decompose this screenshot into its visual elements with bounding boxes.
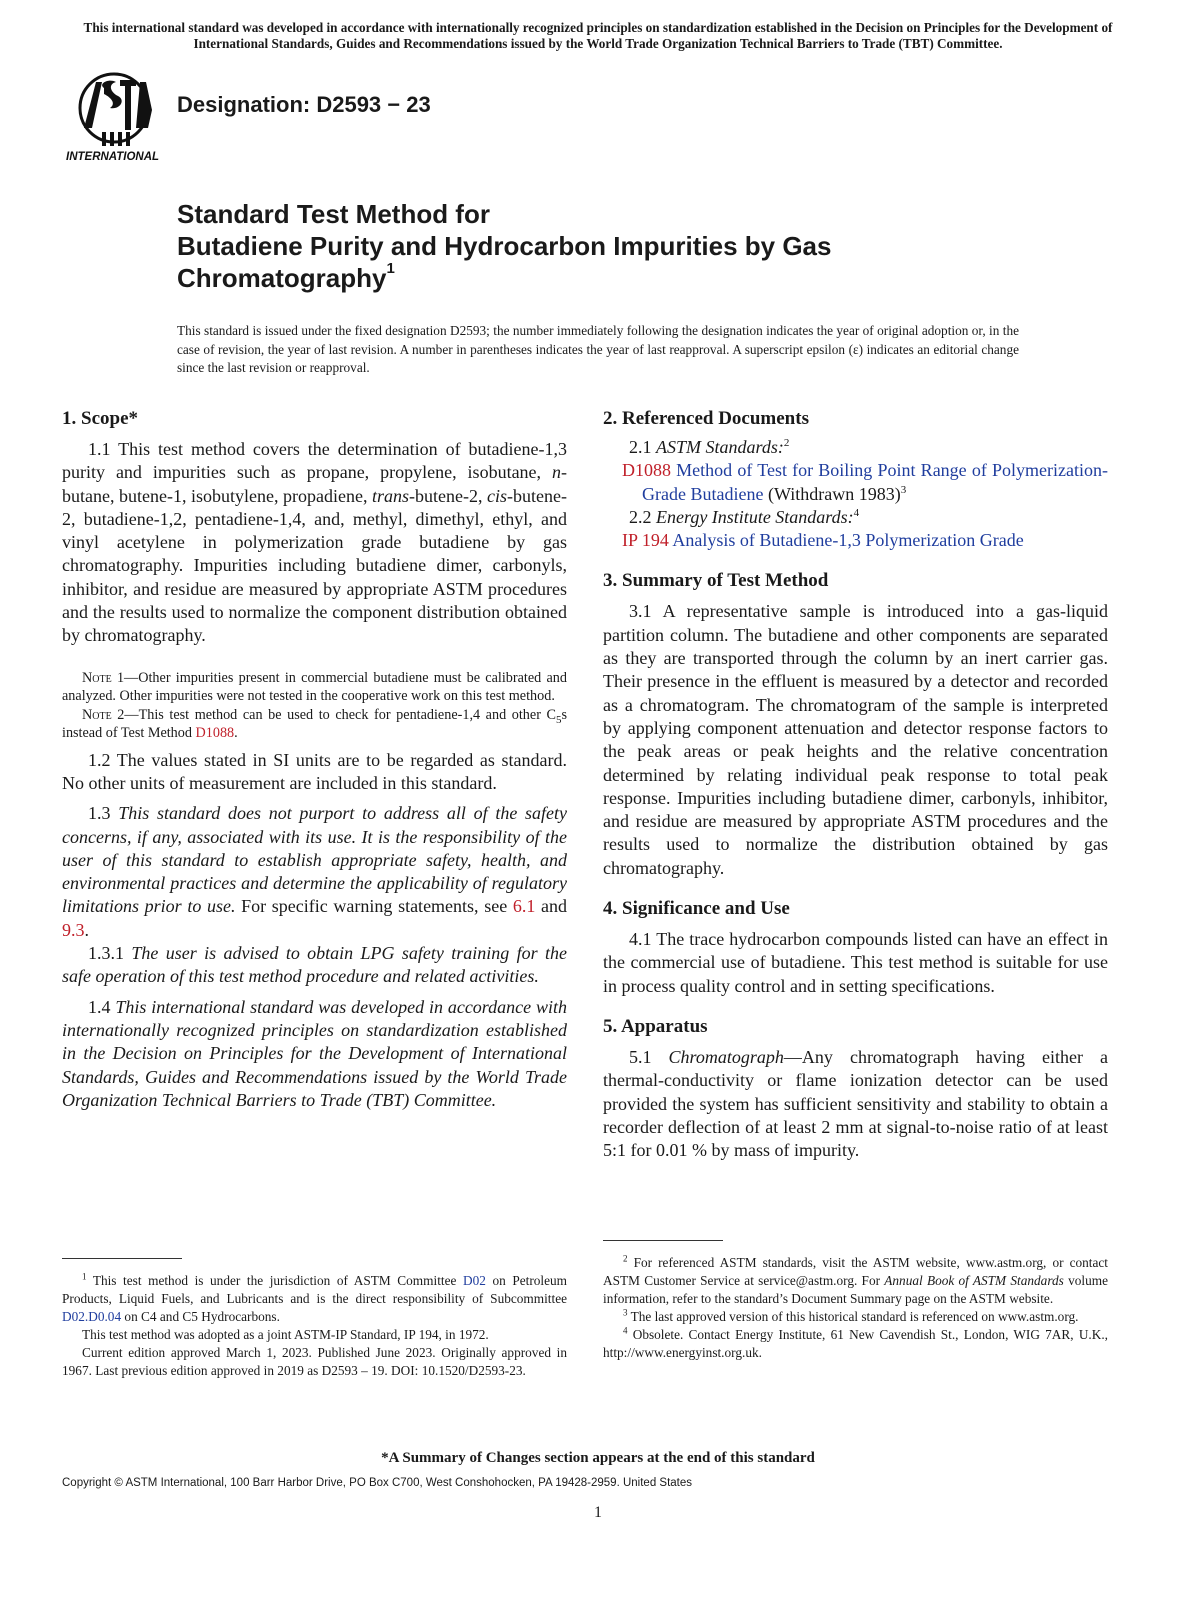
footnote-4: $^4$ Obsolete. Contact Energy Institute, 61 New Cavendish St., London, WIG 7AR, U.K., http://www.energyinst.org.uk.	[603, 1325, 1108, 1360]
title-footnote-mark[interactable]: 1	[386, 260, 395, 278]
link-d1088-title[interactable]: Method of Test for Boiling Point Range of Polymerization-Grade Butadiene	[642, 460, 1108, 504]
footnote-rule-left	[62, 1258, 182, 1259]
note-1: Note 1—Other impurities present in commercial butadiene must be calibrated and analyzed. Other impurities were not tested in the cooperative work on this test method.	[62, 669, 567, 705]
footnotes-left	[62, 1272, 567, 1380]
footnotes-right	[603, 1254, 1108, 1362]
header-notice: This international standard was developed in accordance with internationally recognized principles on standardization established in the Decision on Principles for the Development of International Standards, Guides and Recommendations issued by the World Trade Organization Technical Barriers to Trade (TBT) Committee.	[83, 20, 1113, 51]
summary-of-changes-note: *A Summary of Changes section appears at the end of this standard	[381, 1450, 815, 1466]
link-d02[interactable]: D02	[462, 1273, 486, 1288]
section-heading-significance: 4. Significance and Use	[603, 898, 790, 920]
title-line-1: Standard Test Method for	[177, 199, 490, 229]
link-9-3[interactable]: 9.3	[62, 919, 85, 940]
preamble: This standard is issued under the fixed designation D2593; the number immediately following the designation indicates the year of original adoption or, in the case of revision, the year of last revision. A number in parentheses indicates the year of last reapproval. A superscript epsilon (ε) indicates an editorial change since the last revision or reapproval.	[177, 323, 1019, 375]
astm-logo	[62, 70, 172, 166]
document-title	[177, 198, 1077, 294]
footnote-rule-right	[603, 1240, 723, 1241]
link-ip194-title[interactable]: Analysis of Butadiene-1,3 Polymerization Grade	[668, 530, 1024, 551]
note-2: Note 2—This test method can be used to check for pentadiene-1,4 and other $C_5s$ instead of Test Method D1088.	[62, 706, 568, 742]
footnote-1: $^1$ This test method is under the jurisdiction of ASTM Committee D02 on Petroleum Products, Liquid Fuels, and Lubricants and is the direct responsibility of Subcommittee D02.D0.04 on C4 and C5 Hydrocarbons.	[62, 1271, 567, 1324]
paragraph-1-1: 1.1 This test method covers the determination of butadiene-1,3 purity and impurities such as propane, propylene, isobutane, n-butane, butene-1, isobutylene, propadiene, trans-butene-2, cis-butene-2, butadiene-1,2, pentadiene-1,4, and, methyl, dimethyl, ethyl, and vinyl acetylene in polymerization grade butadiene by gas chromatography. Impurities including butadiene dimer, carbonyls, inhibitor, and residue are measured by appropriate ASTM procedures and the results used to normalize the component distribution obtained by chromatography.	[62, 439, 567, 646]
page-number: 1	[594, 1504, 602, 1521]
paragraph-5-1: 5.1 Chromatograph—Any chromatograph having either a thermal-conductivity or flame ionization detector can be used provided the system has sufficient sensitivity and stability to obtain a recorder deflection of at least 2 mm at signal-to-noise ratio of at least 5:1 for 0.01 % by mass of impurity.	[603, 1046, 1108, 1161]
paragraph-1-3: 1.3 This standard does not purport to address all of the safety concerns, if any, associated with its use. It is the responsibility of the user of this standard to establish appropriate safety, health, and environmental practices and determine the applicability of regulatory limitations prior to use. For specific warning statements, see 6.1 and 9.3.	[62, 803, 568, 940]
footnote-1-edition: Current edition approved March 1, 2023. Published June 2023. Originally approved in 1967. Last previous edition approved in 2019 as D2593 – 19. DOI: 10.1520/D2593-23.	[62, 1345, 567, 1378]
paragraph-3-1: 3.1 A representative sample is introduced into a gas-liquid partition column. The butadiene and other components are separated as they are transported through the column by an inert carrier gas. Their presence in the effluent is measured by a detector and recorded as a chromatogram. The chromatogram of the sample is interpreted by applying component attenuation and detector response factors to the peak areas or peak heights and the relative concentration determined by relating individual peak response to total peak response. Impurities including butadiene dimer, carbonyls, inhibitor, and residue are measured by appropriate ASTM procedures and the results used to normalize the distribution obtained by gas chromatography.	[603, 601, 1108, 878]
link-d1088[interactable]: D1088	[195, 725, 235, 742]
section-heading-apparatus: 5. Apparatus	[603, 1015, 708, 1037]
paragraph-1-3-1: 1.3.1 The user is advised to obtain LPG safety training for the safe operation of this test method procedure and related activities.	[62, 943, 567, 987]
right-column	[603, 407, 1108, 1162]
footnote-3: $^3$ The last approved version of this historical standard is referenced on www.astm.org.	[623, 1307, 1079, 1324]
link-d1088-ref[interactable]: D1088	[622, 460, 671, 481]
reference-d1088: D1088 Method of Test for Boiling Point Range of Polymerization-Grade Butadiene (Withdrawn 1983)$^3$	[622, 460, 1108, 504]
link-6-1[interactable]: 6.1	[512, 896, 536, 917]
section-heading-referenced: 2. Referenced Documents	[603, 408, 809, 429]
astm-logo-mark	[62, 70, 172, 166]
title-line-3: Chromatography$^1$	[177, 260, 395, 293]
link-ip194[interactable]: IP 194	[622, 530, 669, 551]
designation: Designation: D2593 − 23	[177, 92, 431, 117]
paragraph-1-4: 1.4 This international standard was developed in accordance with internationally recognized principles on standardization established in the Decision on Principles for the Development of International Standards, Guides and Recommendations issued by the World Trade Organization Technical Barriers to Trade (TBT) Committee.	[62, 996, 567, 1110]
footnote-1-adoption: This test method was adopted as a joint ASTM-IP Standard, IP 194, in 1972.	[82, 1327, 489, 1342]
reference-ip194	[603, 529, 1108, 552]
copyright: Copyright © ASTM International, 100 Barr Harbor Drive, PO Box C700, West Conshohocken, PA 19428-2959. United States	[62, 1477, 693, 1489]
title-line-2: Butadiene Purity and Hydrocarbon Impurities by Gas	[177, 231, 832, 261]
paragraph-2-2: 2.2 Energy Institute Standards:$^4$	[629, 506, 860, 527]
section-heading-scope: 1. Scope*	[62, 408, 138, 429]
link-d02-d0-04[interactable]: D02.D0.04	[62, 1309, 122, 1324]
logo-text: INTERNATIONAL	[66, 151, 160, 163]
section-heading-summary: 3. Summary of Test Method	[603, 570, 829, 592]
paragraph-1-2: 1.2 The values stated in SI units are to be regarded as standard. No other units of measurement are included in this standard.	[62, 749, 567, 793]
footnote-2: $^2$ For referenced ASTM standards, visit the ASTM website, www.astm.org, or contact ASTM Customer Service at service@astm.org. For Annual Book of ASTM Standards volume information, refer to the standard’s Document Summary page on the ASTM website.	[603, 1253, 1108, 1306]
paragraph-2-1: 2.1 ASTM Standards:$^2$	[629, 437, 790, 457]
paragraph-4-1: 4.1 The trace hydrocarbon compounds listed can have an effect in the commercial use of butadiene. This test method is suitable for use in process quality control and in setting specifications.	[603, 929, 1108, 996]
left-column	[62, 407, 567, 1112]
